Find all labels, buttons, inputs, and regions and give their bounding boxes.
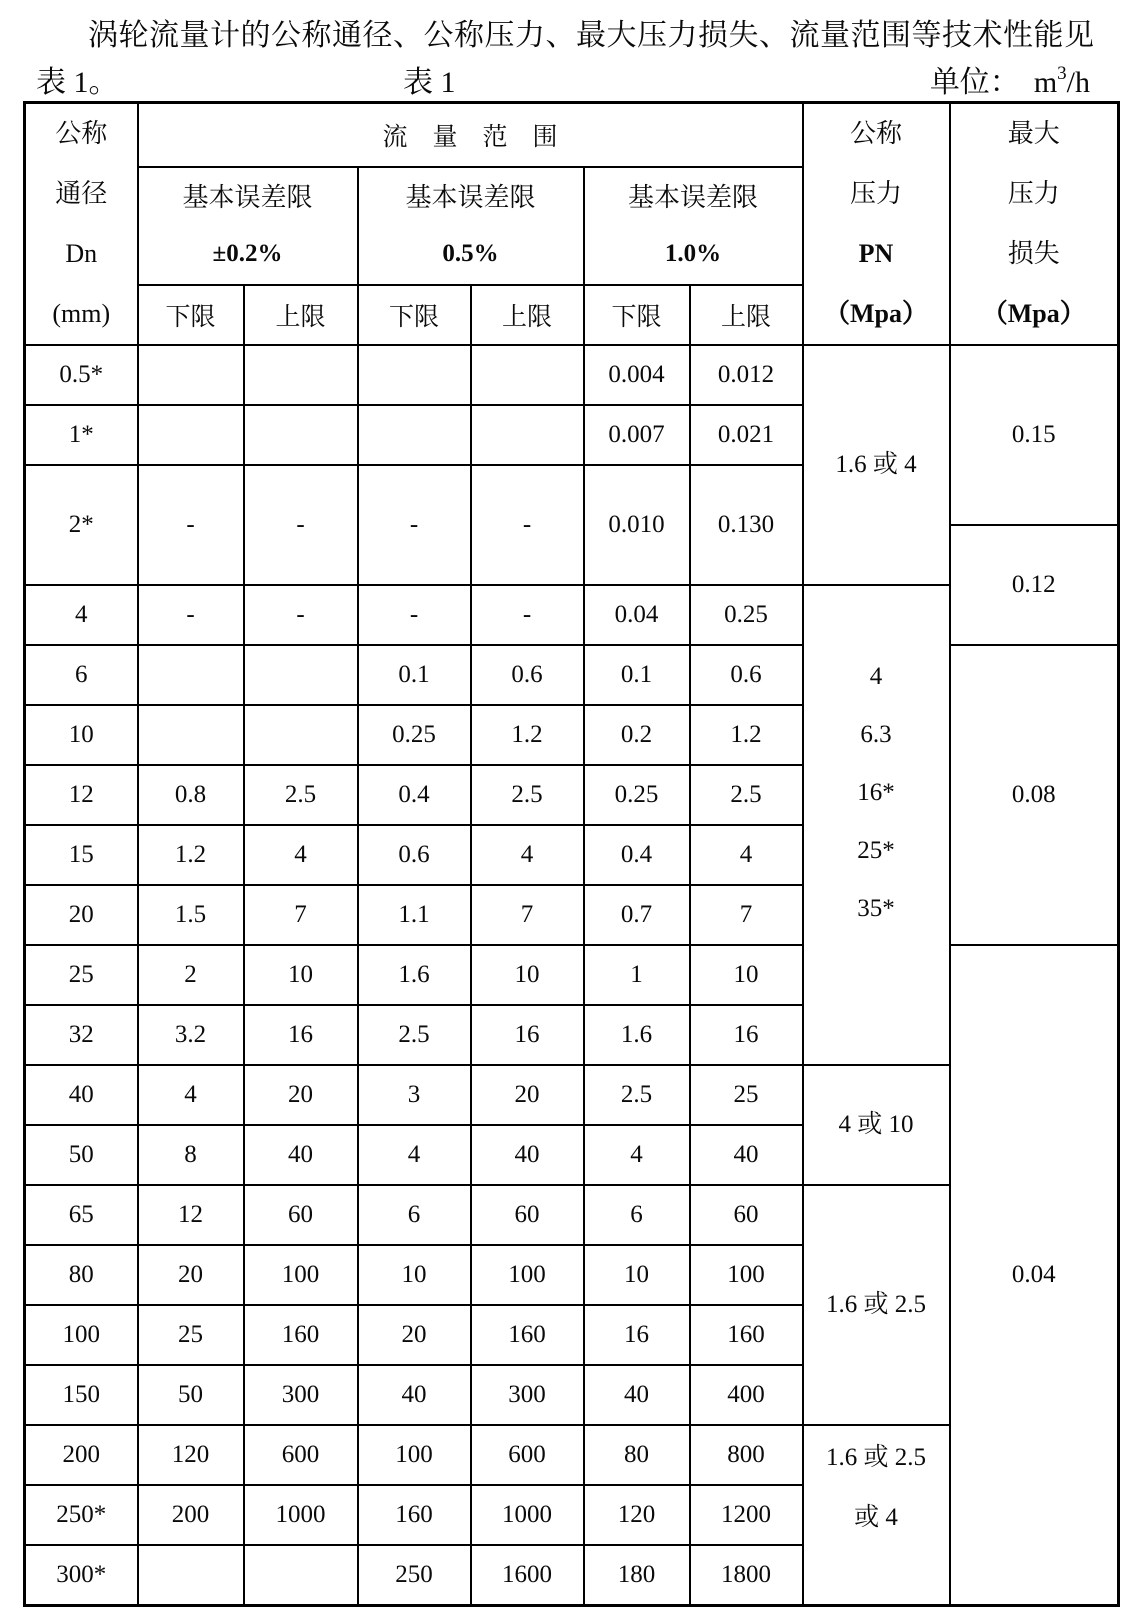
dn-cell: 4: [25, 585, 138, 645]
flow-value-cell: 600: [244, 1425, 358, 1485]
flow-value-cell: 600: [471, 1425, 584, 1485]
pressure-loss-cell: 0.12: [950, 525, 1119, 645]
flow-value-cell: 160: [358, 1485, 471, 1545]
flow-value-cell: [138, 645, 244, 705]
flow-value-cell: 40: [584, 1365, 690, 1425]
flow-value-cell: [138, 705, 244, 765]
flow-value-cell: 20: [471, 1065, 584, 1125]
nominal-pressure-cell: 1.6 或 4: [803, 345, 950, 585]
flow-value-cell: 60: [690, 1185, 803, 1245]
flow-value-cell: 60: [471, 1185, 584, 1245]
flow-value-cell: [138, 345, 244, 405]
flow-value-cell: 25: [138, 1305, 244, 1365]
unit-value: $m^3/h$: [1033, 63, 1090, 99]
header-flow-range: 流 量 范 围: [138, 103, 803, 167]
dn-cell: 40: [25, 1065, 138, 1125]
flow-value-cell: -: [471, 465, 584, 585]
dn-cell: 50: [25, 1125, 138, 1185]
flow-value-cell: 100: [358, 1425, 471, 1485]
spec-table: [23, 101, 1120, 1607]
flow-value-cell: 200: [138, 1485, 244, 1545]
flow-value-cell: 1.5: [138, 885, 244, 945]
flow-value-cell: 1.6: [584, 1005, 690, 1065]
flow-value-cell: 16: [244, 1005, 358, 1065]
header-error-group-0.2: 基本误差限 ±0.2%: [138, 167, 358, 285]
flow-value-cell: 3: [358, 1065, 471, 1125]
flow-value-cell: 16: [471, 1005, 584, 1065]
flow-value-cell: [138, 1545, 244, 1605]
flow-value-cell: 1600: [471, 1545, 584, 1605]
flow-value-cell: 2.5: [584, 1065, 690, 1125]
table-row: [25, 345, 1119, 405]
flow-value-cell: 7: [471, 885, 584, 945]
flow-value-cell: [244, 645, 358, 705]
flow-value-cell: 10: [690, 945, 803, 1005]
flow-value-cell: 0.2: [584, 705, 690, 765]
flow-value-cell: 10: [358, 1245, 471, 1305]
dn-cell: 1*: [25, 405, 138, 465]
flow-value-cell: 4: [471, 825, 584, 885]
flow-value-cell: 7: [244, 885, 358, 945]
dn-cell: 12: [25, 765, 138, 825]
flow-value-cell: 1: [584, 945, 690, 1005]
flow-value-cell: 40: [244, 1125, 358, 1185]
nominal-pressure-cell: 1.6 或 2.5: [803, 1185, 950, 1425]
header-dn: 公称 通径 Dn (mm): [25, 103, 138, 346]
flow-value-cell: 0.004: [584, 345, 690, 405]
pressure-loss-cell: 0.04: [950, 945, 1119, 1605]
flow-value-cell: 160: [244, 1305, 358, 1365]
table-reference: 表 1。: [36, 66, 119, 99]
dn-cell: 250*: [25, 1485, 138, 1545]
flow-value-cell: 7: [690, 885, 803, 945]
flow-value-cell: 1.2: [690, 705, 803, 765]
flow-value-cell: -: [244, 585, 358, 645]
flow-value-cell: 60: [244, 1185, 358, 1245]
flow-value-cell: [471, 405, 584, 465]
flow-value-cell: 4: [690, 825, 803, 885]
flow-value-cell: 1.2: [471, 705, 584, 765]
flow-value-cell: 0.012: [690, 345, 803, 405]
flow-value-cell: 4: [584, 1125, 690, 1185]
flow-value-cell: 1800: [690, 1545, 803, 1605]
flow-value-cell: 300: [244, 1365, 358, 1425]
dn-cell: 65: [25, 1185, 138, 1245]
flow-value-cell: 20: [244, 1065, 358, 1125]
flow-value-cell: -: [358, 465, 471, 585]
dn-cell: 10: [25, 705, 138, 765]
flow-value-cell: [244, 705, 358, 765]
flow-value-cell: [358, 405, 471, 465]
flow-value-cell: 6: [584, 1185, 690, 1245]
flow-value-cell: 0.8: [138, 765, 244, 825]
flow-value-cell: 1000: [471, 1485, 584, 1545]
flow-value-cell: 100: [471, 1245, 584, 1305]
dn-cell: 300*: [25, 1545, 138, 1605]
flow-value-cell: 0.021: [690, 405, 803, 465]
flow-value-cell: 250: [358, 1545, 471, 1605]
flow-value-cell: 3.2: [138, 1005, 244, 1065]
flow-value-cell: 400: [690, 1365, 803, 1425]
unit-label: 单位：: [929, 66, 1020, 99]
dn-cell: 6: [25, 645, 138, 705]
header-error-group-1.0: 基本误差限 1.0%: [584, 167, 803, 285]
flow-value-cell: 100: [690, 1245, 803, 1305]
flow-value-cell: 6: [358, 1185, 471, 1245]
flow-value-cell: 10: [471, 945, 584, 1005]
flow-value-cell: 25: [690, 1065, 803, 1125]
flow-value-cell: 2.5: [471, 765, 584, 825]
header-upper-limit: 上限: [244, 285, 358, 345]
flow-value-cell: 0.010: [584, 465, 690, 585]
flow-value-cell: 2.5: [690, 765, 803, 825]
header-row-1: [25, 103, 1119, 167]
dn-cell: 100: [25, 1305, 138, 1365]
dn-cell: 80: [25, 1245, 138, 1305]
flow-value-cell: 160: [690, 1305, 803, 1365]
flow-value-cell: [138, 405, 244, 465]
flow-value-cell: 20: [358, 1305, 471, 1365]
flow-value-cell: 40: [358, 1365, 471, 1425]
flow-value-cell: 50: [138, 1365, 244, 1425]
header-max-pressure-loss: 最大 压力 损失 （Mpa）: [950, 103, 1119, 346]
caption-row: [0, 57, 1135, 97]
flow-value-cell: 100: [244, 1245, 358, 1305]
dn-cell: 25: [25, 945, 138, 1005]
flow-value-cell: [471, 345, 584, 405]
header-lower-limit: 下限: [584, 285, 690, 345]
flow-value-cell: -: [138, 585, 244, 645]
table-row: [25, 645, 1119, 705]
flow-value-cell: 1.6: [358, 945, 471, 1005]
flow-value-cell: -: [138, 465, 244, 585]
flow-value-cell: 0.4: [358, 765, 471, 825]
flow-value-cell: 2.5: [244, 765, 358, 825]
dn-cell: 150: [25, 1365, 138, 1425]
nominal-pressure-cell: 4 6.3 16* 25* 35*: [803, 585, 950, 1065]
flow-value-cell: 0.1: [358, 645, 471, 705]
flow-value-cell: [358, 345, 471, 405]
flow-value-cell: 0.7: [584, 885, 690, 945]
header-lower-limit: 下限: [138, 285, 244, 345]
dn-cell: 200: [25, 1425, 138, 1485]
dn-cell: 0.5*: [25, 345, 138, 405]
flow-value-cell: 16: [584, 1305, 690, 1365]
dn-cell: 20: [25, 885, 138, 945]
flow-value-cell: 4: [244, 825, 358, 885]
flow-value-cell: [244, 405, 358, 465]
flow-value-cell: 0.6: [471, 645, 584, 705]
flow-value-cell: -: [244, 465, 358, 585]
flow-value-cell: 80: [584, 1425, 690, 1485]
flow-value-cell: 1.2: [138, 825, 244, 885]
flow-value-cell: 40: [471, 1125, 584, 1185]
table-caption: 表 1: [403, 66, 456, 99]
header-error-group-0.5: 基本误差限 0.5%: [358, 167, 584, 285]
intro-paragraph: 涡轮流量计的公称通径、公称压力、最大压力损失、流量范围等技术性能见: [88, 19, 1095, 52]
header-lower-limit: 下限: [358, 285, 471, 345]
dn-cell: 32: [25, 1005, 138, 1065]
nominal-pressure-cell: 1.6 或 2.5 或 4: [803, 1425, 950, 1605]
flow-value-cell: 1200: [690, 1485, 803, 1545]
flow-value-cell: 0.25: [690, 585, 803, 645]
pressure-loss-cell: 0.08: [950, 645, 1119, 945]
flow-value-cell: 8: [138, 1125, 244, 1185]
flow-value-cell: 2.5: [358, 1005, 471, 1065]
flow-value-cell: 0.25: [584, 765, 690, 825]
header-nominal-pressure: 公称 压力 PN （Mpa）: [803, 103, 950, 346]
flow-value-cell: -: [358, 585, 471, 645]
flow-value-cell: 0.130: [690, 465, 803, 585]
flow-value-cell: 180: [584, 1545, 690, 1605]
unit-note: [930, 57, 1090, 101]
flow-value-cell: 0.6: [358, 825, 471, 885]
flow-value-cell: 4: [138, 1065, 244, 1125]
flow-value-cell: [244, 1545, 358, 1605]
flow-value-cell: 120: [138, 1425, 244, 1485]
flow-value-cell: 0.25: [358, 705, 471, 765]
flow-value-cell: 800: [690, 1425, 803, 1485]
nominal-pressure-cell: 4 或 10: [803, 1065, 950, 1185]
flow-value-cell: 40: [690, 1125, 803, 1185]
table-row: [25, 945, 1119, 1005]
flow-value-cell: [244, 345, 358, 405]
flow-value-cell: 0.4: [584, 825, 690, 885]
spec-table-body: [25, 345, 1119, 1605]
flow-value-cell: 300: [471, 1365, 584, 1425]
flow-value-cell: 0.1: [584, 645, 690, 705]
flow-value-cell: 0.6: [690, 645, 803, 705]
flow-value-cell: 4: [358, 1125, 471, 1185]
pressure-loss-cell: 0.15: [950, 345, 1119, 525]
flow-value-cell: 16: [690, 1005, 803, 1065]
dn-cell: 2*: [25, 465, 138, 585]
header-upper-limit: 上限: [471, 285, 584, 345]
flow-value-cell: 10: [244, 945, 358, 1005]
flow-value-cell: 1.1: [358, 885, 471, 945]
unit-superscript: 3: [1057, 63, 1067, 84]
flow-value-cell: 1000: [244, 1485, 358, 1545]
flow-value-cell: 120: [584, 1485, 690, 1545]
flow-value-cell: 2: [138, 945, 244, 1005]
flow-value-cell: -: [471, 585, 584, 645]
flow-value-cell: 12: [138, 1185, 244, 1245]
flow-value-cell: 0.007: [584, 405, 690, 465]
header-upper-limit: 上限: [690, 285, 803, 345]
flow-value-cell: 20: [138, 1245, 244, 1305]
flow-value-cell: 10: [584, 1245, 690, 1305]
dn-cell: 15: [25, 825, 138, 885]
flow-value-cell: 160: [471, 1305, 584, 1365]
flow-value-cell: 0.04: [584, 585, 690, 645]
